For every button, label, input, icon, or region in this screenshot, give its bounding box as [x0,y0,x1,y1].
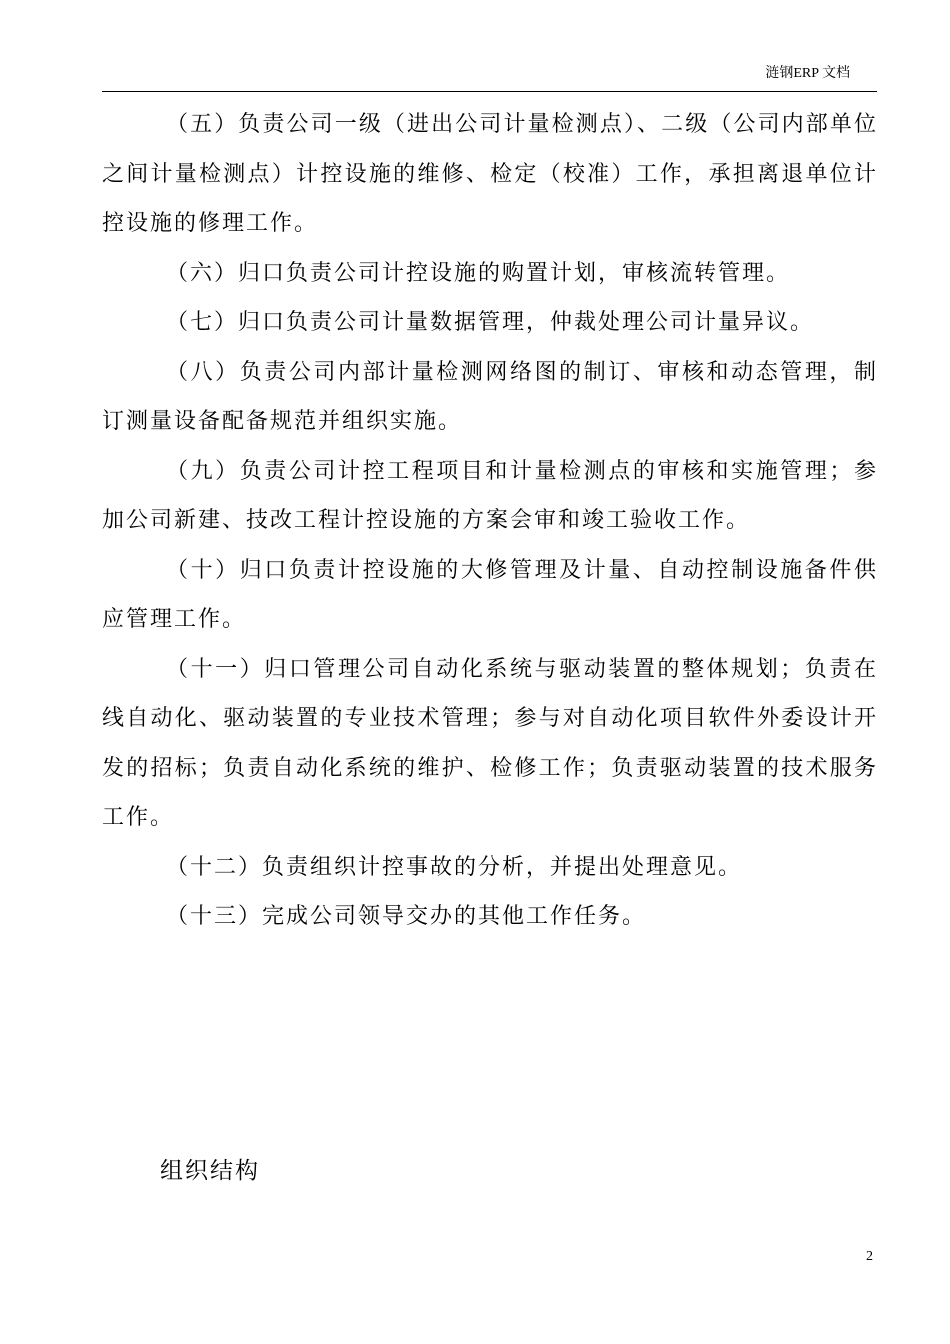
paragraph-item-8: （八）负责公司内部计量检测网络图的制订、审核和动态管理，制订测量设备配备规范并组织实施。 [102,359,878,434]
document-header-title: 涟钢ERP 文档 [765,66,850,81]
paragraph-item-13: （十三）完成公司领导交办的其他工作任务。 [166,904,647,929]
header-divider [102,91,877,92]
paragraph-item-10: （十）归口负责计控设施的大修管理及计量、自动控制设施备件供应管理工作。 [102,557,878,632]
section-heading-organization: 组织结构 [160,1158,260,1184]
paragraph-item-12: （十二）负责组织计控事故的分析，并提出处理意见。 [166,854,743,880]
document-body [102,100,878,942]
paragraph-item-5: （五）负责公司一级（进出公司计量检测点）、二级（公司内部单位之间计量检测点）计控设施的维修、检定（校准）工作，承担离退单位计控设施的修理工作。 [102,112,878,236]
paragraph-item-6: （六）归口负责公司计控设施的购置计划，审核流转管理。 [166,260,791,286]
paragraph-item-11: （十一）归口管理公司自动化系统与驱动装置的整体规划；负责在线自动化、驱动装置的专业技术管理；参与对自动化项目软件外委设计开发的招标；负责自动化系统的维护、检修工作；负责驱动装置的技术服务工作。 [102,656,878,830]
page-number: 2 [866,1249,873,1264]
paragraph-item-9: （九）负责公司计控工程项目和计量检测点的审核和实施管理；参加公司新建、技改工程计控设施的方案会审和竣工验收工作。 [102,458,878,533]
paragraph-item-7: （七）归口负责公司计量数据管理，仲裁处理公司计量异议。 [166,310,815,335]
